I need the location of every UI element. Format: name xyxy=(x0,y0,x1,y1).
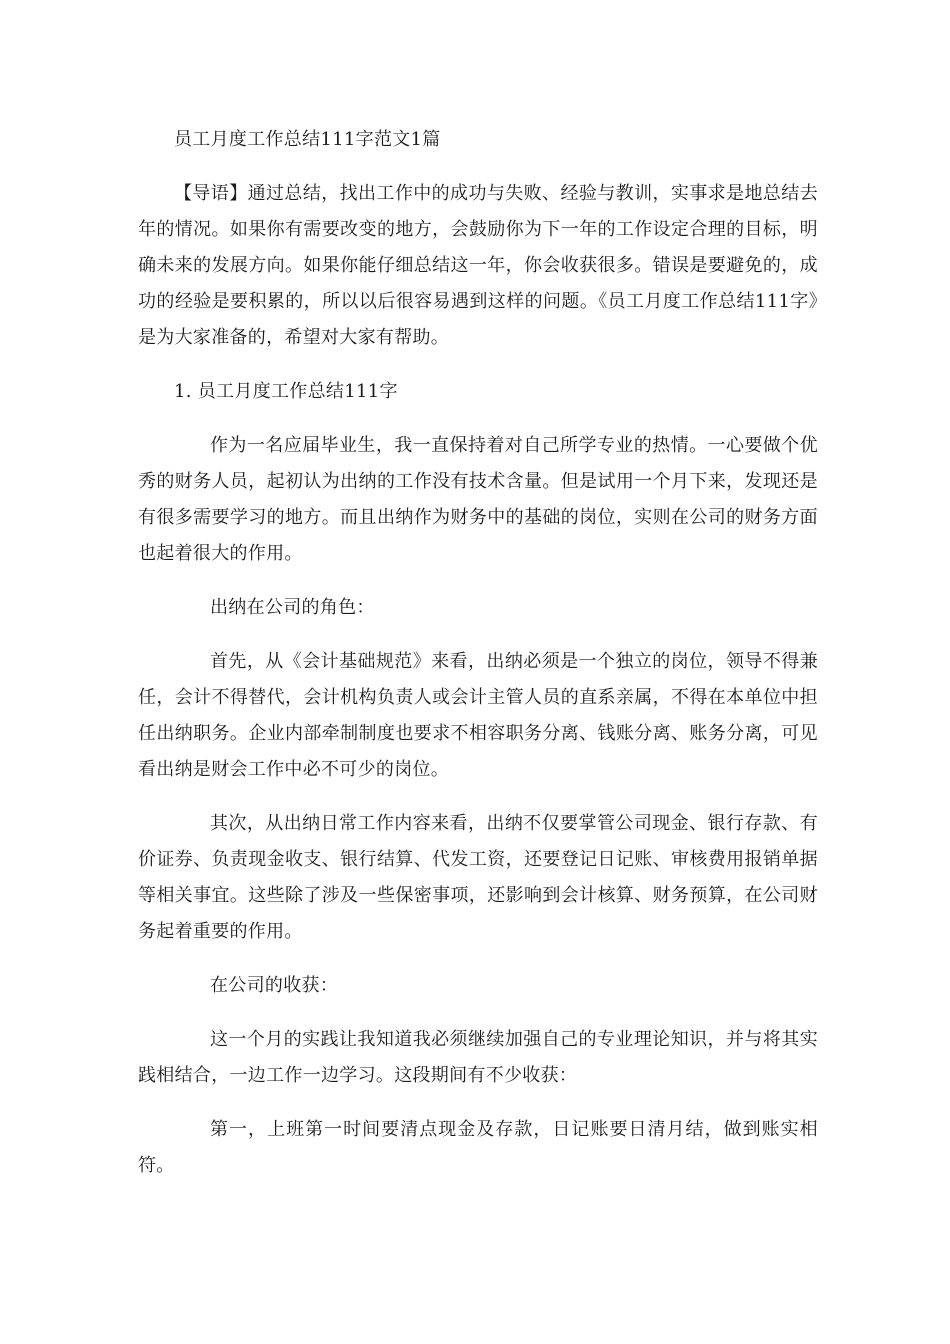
body-paragraph: 第一，上班第一时间要清点现金及存款，日记账要日清月结，做到账实相符。 xyxy=(138,1119,818,1176)
body-paragraph: 其次，从出纳日常工作内容来看，出纳不仅要掌管公司现金、银行存款、有价证券、负责现金收支、银行结算、代发工资，还要登记日记账、审核费用报销单据等相关事宜。这些除了涉及一些保密事项，还影响到会计核算、财务预算，在公司财务起着重要的作用。 xyxy=(138,813,818,942)
lead-paragraph: 【导语】通过总结，找出工作中的成功与失败、经验与教训，实事求是地总结去年的情况。如果你有需要改变的地方，会鼓励你为下一年的工作设定合理的目标，明确未来的发展方向。如果你能仔细总结这一年，你会收获很多。错误是要避免的，成功的经验是要积累的，所以以后很容易遇到这样的问题。《员工月度工作总结111字》是为大家准备的，希望对大家有帮助。 xyxy=(138,183,818,348)
subheading-role: 出纳在公司的角色： xyxy=(210,597,375,618)
body-paragraph: 首先，从《会计基础规范》来看，出纳必须是一个独立的岗位，领导不得兼任，会计不得替代，会计机构负责人或会计主管人员的直系亲属，不得在本单位中担任出纳职务。企业内部牵制制度也要求不相容职务分离、钱账分离、账务分离，可见看出纳是财会工作中必不可少的岗位。 xyxy=(138,651,818,780)
document-title: 员工月度工作总结111字范文1篇 xyxy=(174,129,441,150)
subheading-gains: 在公司的收获： xyxy=(210,975,339,996)
document-page xyxy=(138,122,818,1202)
section-heading: 1. 员工月度工作总结111字 xyxy=(174,381,398,402)
body-paragraph: 这一个月的实践让我知道我必须继续加强自己的专业理论知识，并与将其实践相结合，一边工作一边学习。这段期间有不少收获： xyxy=(138,1029,818,1086)
body-paragraph: 作为一名应届毕业生，我一直保持着对自己所学专业的热情。一心要做个优秀的财务人员，起初认为出纳的工作没有技术含量。但是试用一个月下来，发现还是有很多需要学习的地方。而且出纳作为财务中的基础的岗位，实则在公司的财务方面也起着很大的作用。 xyxy=(138,435,818,564)
